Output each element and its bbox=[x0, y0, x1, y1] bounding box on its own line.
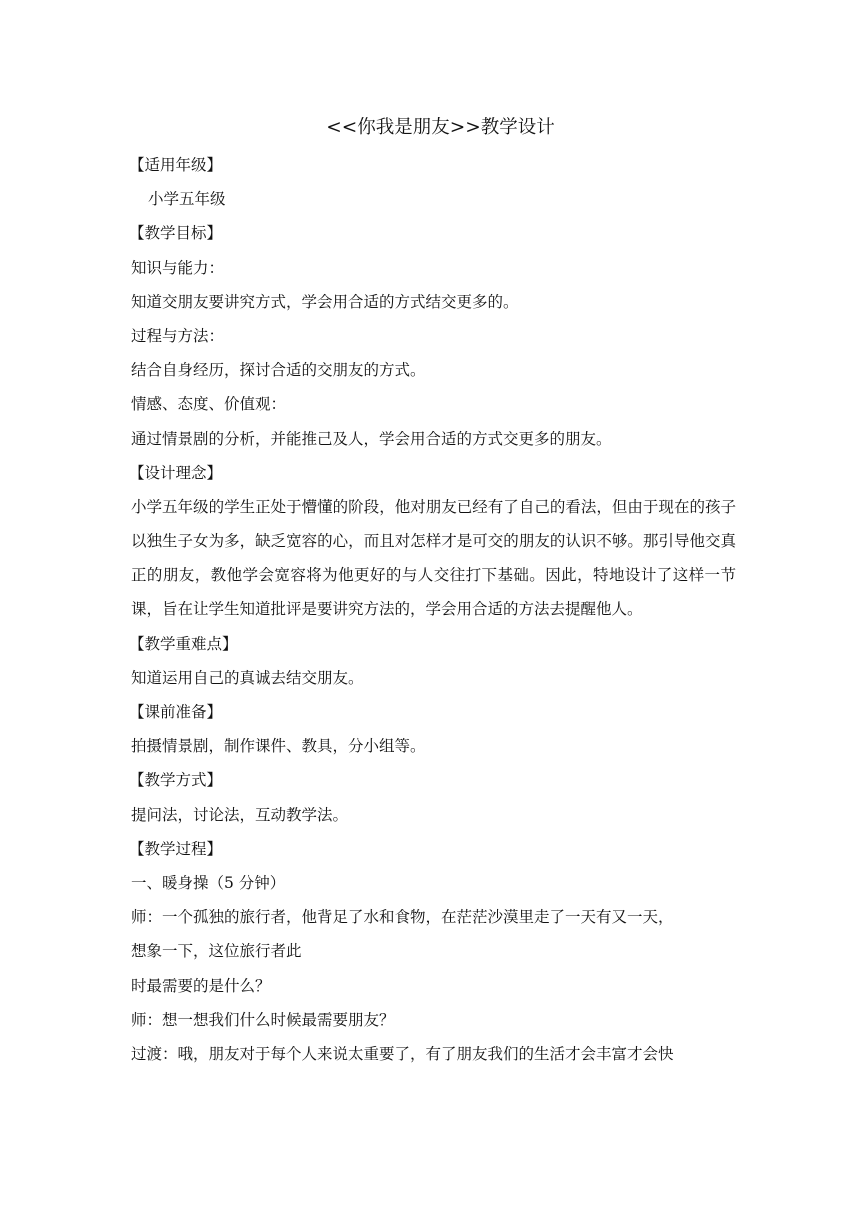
knowledge-label: 知识与能力： bbox=[131, 258, 225, 277]
teacher-question-line-3: 时最需要的是什么？ bbox=[131, 976, 271, 995]
emotion-text: 通过情景剧的分析，并能推己及人，学会用合适的方式交更多的朋友。 bbox=[131, 429, 612, 448]
warmup-title: 一、暖身操（5 分钟） bbox=[131, 874, 286, 892]
transition-text: 过渡：哦，朋友对于每个人来说太重要了，有了朋友我们的生活才会丰富才会快 bbox=[131, 1044, 674, 1063]
emotion-label: 情感、态度、价值观： bbox=[131, 395, 287, 414]
method-text: 提问法，讨论法，互动教学法。 bbox=[131, 805, 349, 824]
process-text: 结合自身经历，探讨合适的交朋友的方式。 bbox=[131, 361, 426, 380]
method-heading: 【教学方式】 bbox=[129, 771, 223, 790]
teaching-process-heading: 【教学过程】 bbox=[129, 839, 223, 858]
difficulty-text: 知道运用自己的真诚去结交朋友。 bbox=[131, 668, 364, 687]
document-body bbox=[131, 113, 736, 1071]
concept-heading: 【设计理念】 bbox=[129, 463, 223, 482]
goals-heading: 【教学目标】 bbox=[129, 224, 223, 243]
teacher-question-line-1: 师：一个孤独的旅行者，他背足了水和食物，在茫茫沙漠里走了一天有又一天， bbox=[131, 908, 674, 927]
grade-heading: 【适用年级】 bbox=[129, 156, 223, 174]
prep-heading: 【课前准备】 bbox=[129, 703, 223, 722]
document-title: <<你我是朋友>>教学设计 bbox=[326, 117, 555, 138]
teacher-question-2: 师：想一想我们什么时候最需要朋友？ bbox=[131, 1010, 395, 1029]
process-label: 过程与方法： bbox=[131, 326, 225, 345]
grade-value: 小学五年级 bbox=[148, 190, 226, 209]
prep-text: 拍摄情景剧，制作课件、教具，分小组等。 bbox=[131, 737, 426, 756]
teacher-question-line-2: 想象一下，这位旅行者此 bbox=[131, 942, 302, 961]
difficulty-heading: 【教学重难点】 bbox=[129, 634, 238, 653]
concept-paragraph: 小学五年级的学生正处于懵懂的阶段，他对朋友已经有了自己的看法，但由于现在的孩子以独生子女为多，缺乏宽容的心，而且对怎样才是可交的朋友的认识不够。那引导他交真正的朋友，教他学会宽容将为他更好的与人交往打下基础。因此，特地设计了这样一节课，旨在让学生知道批评是要讲究方法的，学会用合适的方法去提醒他人。 bbox=[131, 497, 736, 619]
knowledge-text: 知道交朋友要讲究方式，学会用合适的方式结交更多的。 bbox=[131, 292, 519, 311]
